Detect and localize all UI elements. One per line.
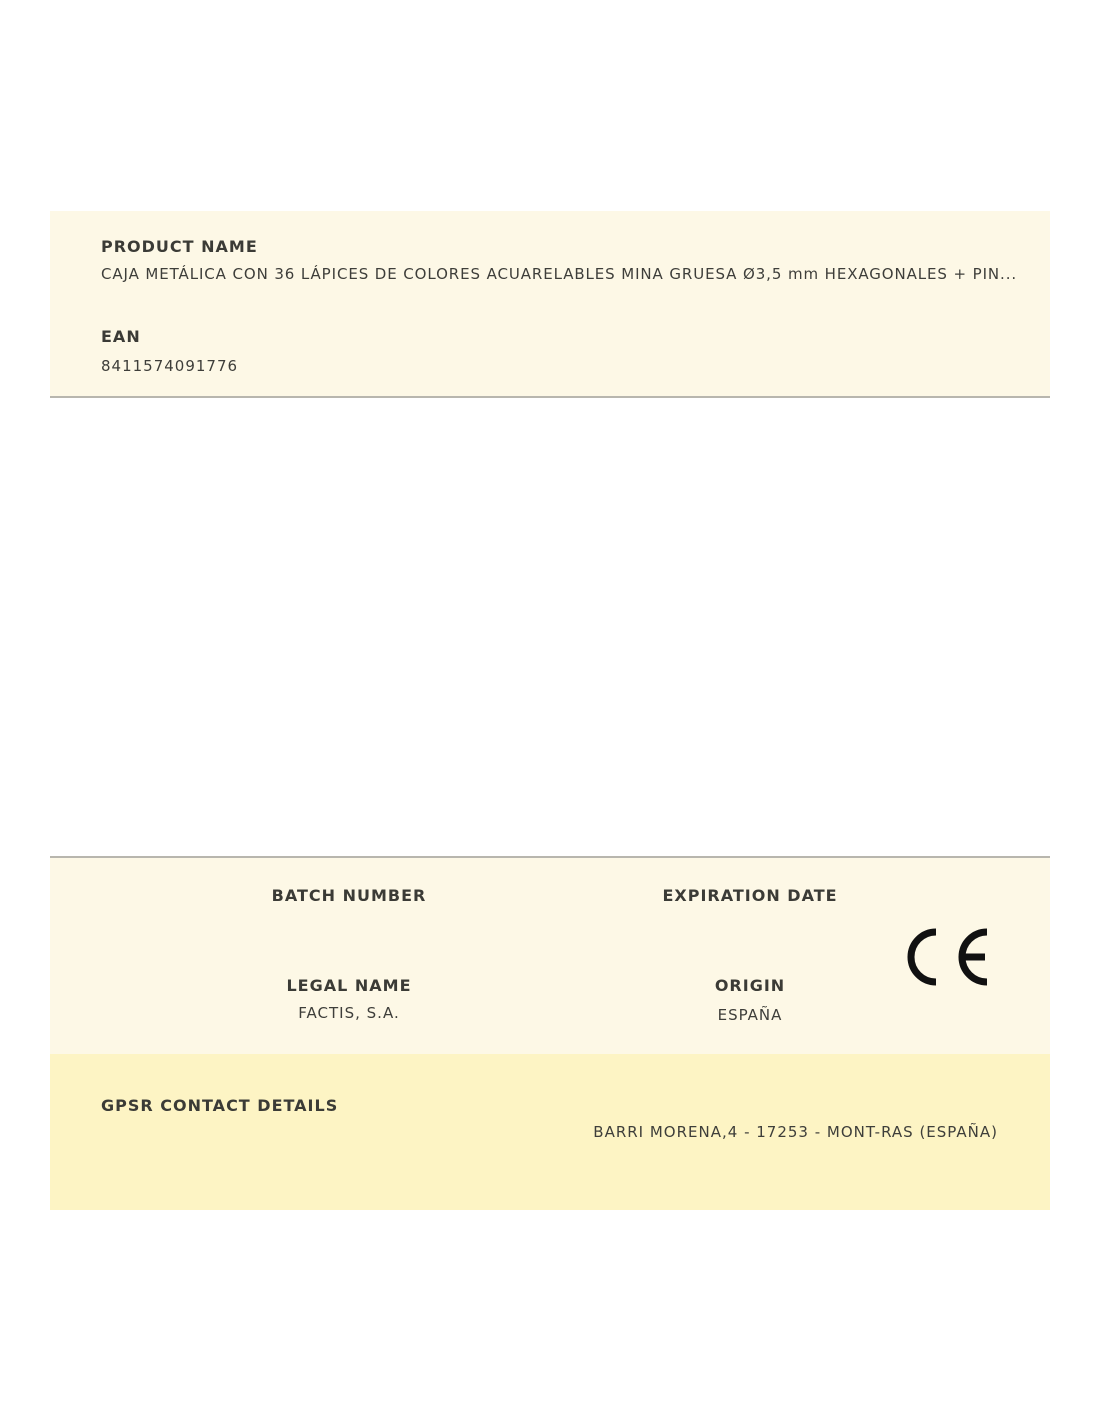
gpsr-contact-panel [50, 1054, 1050, 1210]
product-name-value: CAJA METÁLICA CON 36 LÁPICES DE COLORES ACUARELABLES MINA GRUESA Ø3,5 mm HEXAGONALES + PIN... [101, 265, 1018, 283]
product-name-label: PRODUCT NAME [101, 237, 258, 256]
product-info-panel [50, 211, 1050, 398]
legal-name-label: LEGAL NAME [286, 976, 412, 995]
expiration-date-label: EXPIRATION DATE [662, 886, 838, 905]
ce-mark-icon [906, 926, 992, 988]
product-details-panel [50, 856, 1050, 1056]
ean-label: EAN [101, 327, 141, 346]
gpsr-contact-label: GPSR CONTACT DETAILS [101, 1096, 339, 1115]
origin-value: ESPAÑA [717, 1006, 783, 1024]
ean-value: 8411574091776 [101, 357, 239, 375]
batch-number-label: BATCH NUMBER [271, 886, 427, 905]
legal-name-value: FACTIS, S.A. [298, 1004, 400, 1022]
gpsr-address-value: BARRI MORENA,4 - 17253 - MONT-RAS (ESPAÑA) [593, 1123, 998, 1141]
origin-label: ORIGIN [714, 976, 786, 995]
